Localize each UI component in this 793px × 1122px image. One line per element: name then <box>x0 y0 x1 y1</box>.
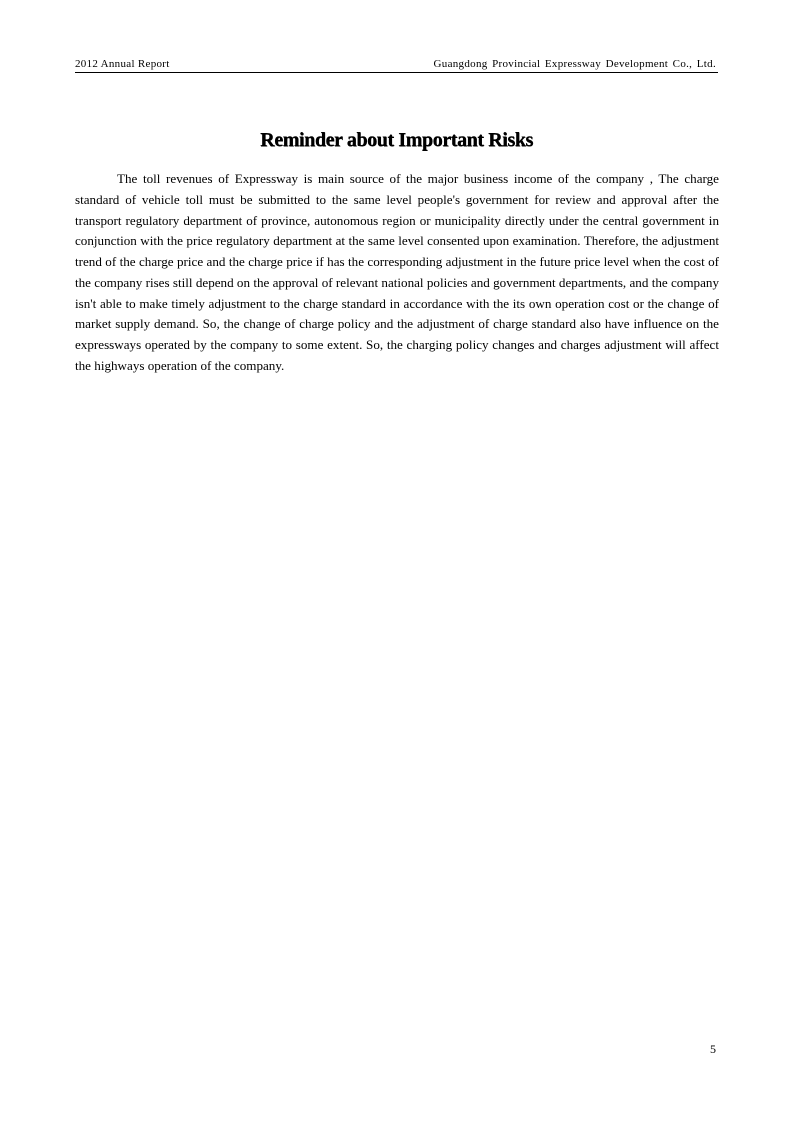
report-year-label: 2012 Annual Report <box>75 58 170 70</box>
risk-paragraph: The toll revenues of Expressway is main source of the major business income of the company , The charge standard of vehicle toll must be submitted to the same level people's government for review and approval after the transport regulatory department of province, autonomous region or municipality directly under the central government in conjunction with the price regulatory department at the same level consented upon examination. Therefore, the adjustment trend of the charge price and the charge price if has the corresponding adjustment in the future price level when the cost of the company rises still depend on the approval of relevant national policies and government departments, and the company isn't able to make timely adjustment to the charge standard in accordance with the its own operation cost or the change of market supply demand. So, the change of charge policy and the adjustment of charge standard also have influence on the expressways operated by the company to some extent. So, the charging policy changes and charges adjustment will affect the highways operation of the company. <box>75 171 719 373</box>
page-title: Reminder about Important Risks <box>260 129 533 151</box>
company-name: Guangdong Provincial Expressway Development Co., Ltd. <box>433 58 716 70</box>
page-number: 5 <box>710 1042 716 1056</box>
page-header <box>75 56 718 73</box>
